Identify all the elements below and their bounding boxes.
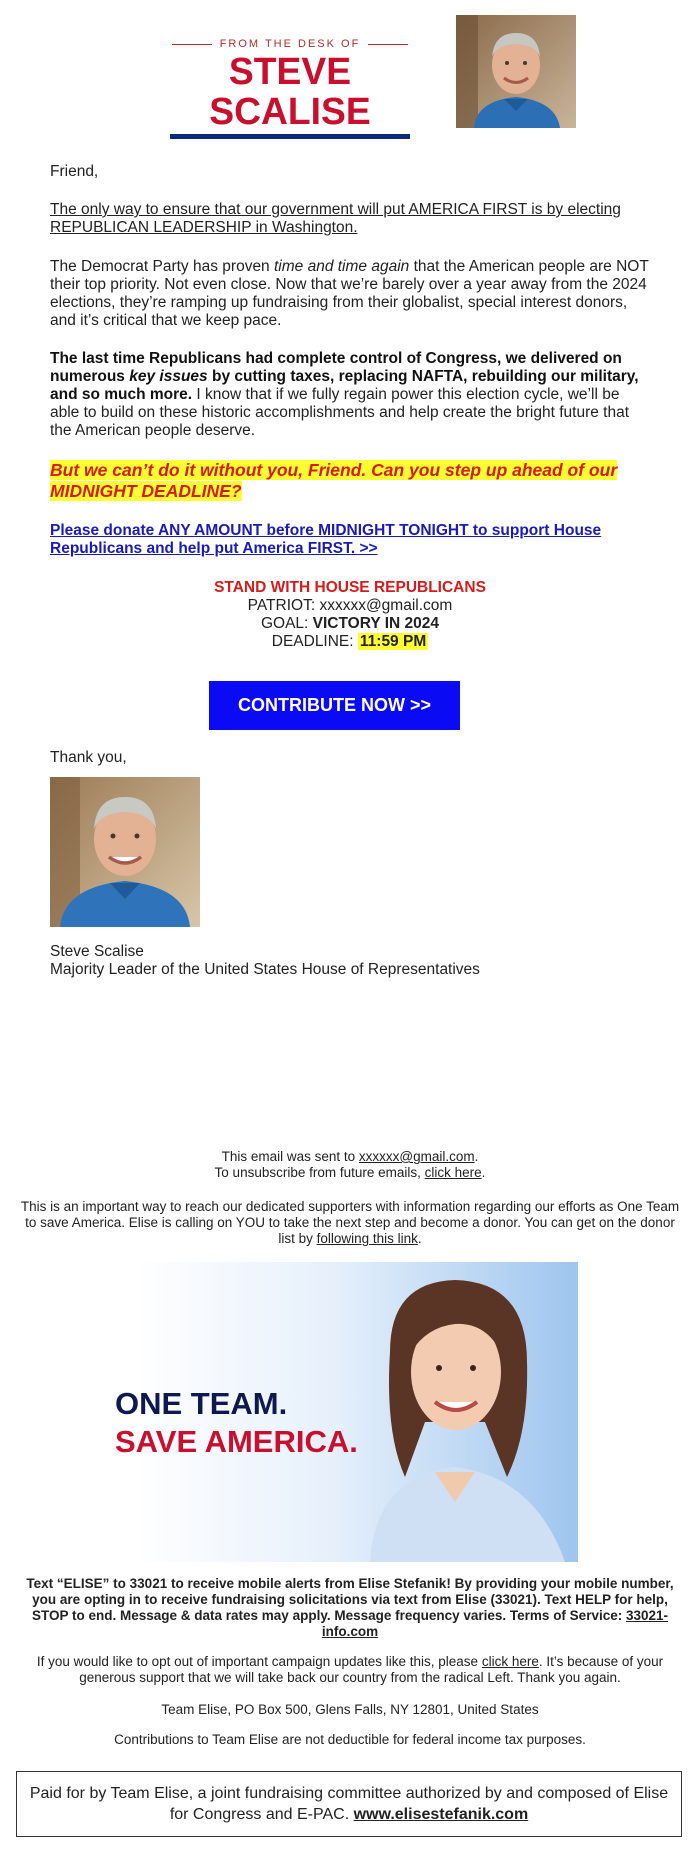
donor-list-link[interactable]: following this link (316, 1231, 418, 1246)
sent-to-line (20, 1149, 680, 1165)
p2-text-b: that the American people are NOT their top priority. Not even close. Now that we’re barely over a year away from the 2024 elections, they’re ramping up fundraising from their globalist, special interest donors, and it’s critical that we keep pace. (50, 258, 649, 329)
website-link[interactable]: www.elisestefanik.com (353, 1806, 529, 1823)
important-text-a: This is an important way to reach our dedicated supporters with information regarding our efforts as One Team to save America. Elise is calling on YOU to take the next step and become a donor. You can get on the donor list by (20, 1199, 680, 1246)
p3-bold-b: by cutting taxes, replacing NAFTA, rebuilding our military, and so much more. (50, 368, 639, 403)
logo-from-text: FROM THE DESK OF (170, 38, 410, 50)
contribute-now-button[interactable]: CONTRIBUTE NOW >> (209, 681, 460, 730)
tax-disclaimer: Contributions to Team Elise are not deductible for federal income tax purposes. (114, 1732, 586, 1747)
sms-text: Text “ELISE” to 33021 to receive mobile alerts from Elise Stefanik! By providing your mobile number, you are opting in to receive fundraising solicitations via text from Elise (33021). Text HELP for help, STOP to end. Message & data rates may apply. Message frequency varies. Terms of Service: (26, 1576, 674, 1623)
donate-any-amount-link[interactable]: Please donate ANY AMOUNT before MIDNIGHT TONIGHT to support House Republicans and help put America FIRST. >> (50, 522, 602, 557)
scalise-header-photo (456, 15, 576, 128)
democrat-paragraph (50, 258, 650, 330)
signer-name: Steve Scalise (50, 943, 144, 960)
optout-text-b: . It’s because of your generous support that we will take back our country from the radical Left. Thank you again. (79, 1654, 664, 1685)
goal-line (0, 615, 700, 633)
p3-bold-a: The last time Republicans had complete control of Congress, we delivered on numerous (50, 350, 622, 385)
patriot-line (0, 597, 700, 615)
goal-value: VICTORY IN 2024 (312, 615, 440, 632)
optout-link[interactable]: click here (481, 1654, 539, 1669)
one-team-banner-image (115, 1262, 578, 1562)
banner-line-two: SAVE AMERICA. (115, 1424, 358, 1459)
unsubscribe-text-b: . (481, 1165, 486, 1180)
sent-to-email-link[interactable]: xxxxxx@gmail.com (358, 1149, 475, 1164)
unsubscribe-text-a: To unsubscribe from future emails, (214, 1165, 425, 1180)
paid-for-box (16, 1771, 682, 1837)
logo-underline (170, 134, 410, 139)
deadline-label: DEADLINE: (271, 633, 358, 650)
deadline-appeal (50, 460, 650, 502)
stand-heading: STAND WITH HOUSE REPUBLICANS (214, 579, 486, 596)
donate-paragraph (50, 522, 650, 558)
thank-you: Thank you, (50, 749, 127, 766)
intro-paragraph: The only way to ensure that our government will put AMERICA FIRST is by electing REPUBLICAN LEADERSHIP in Washington. (50, 201, 621, 236)
optout-paragraph (20, 1654, 680, 1686)
sms-paragraph (20, 1576, 680, 1640)
logo-name-text: STEVE SCALISE (209, 51, 371, 133)
patriot-email: xxxxxx@gmail.com (319, 597, 453, 614)
scalise-logo (170, 34, 410, 133)
paid-for-text-a: Paid for by Team Elise, a joint fundraising committee authorized by and composed of Elise for Congress and E-PAC. (29, 1785, 669, 1823)
p3-bold-emphasis: key issues (129, 368, 208, 385)
patriot-label: PATRIOT: (247, 597, 320, 614)
deadline-value: 11:59 PM (359, 633, 427, 650)
important-paragraph (20, 1199, 680, 1247)
sent-to-text-b: . (474, 1149, 479, 1164)
greeting: Friend, (50, 163, 99, 180)
unsubscribe-line (20, 1165, 680, 1181)
banner-line-one: ONE TEAM. (115, 1386, 288, 1421)
optout-text-a: If you would like to opt out of important campaign updates like this, please (36, 1654, 482, 1669)
unsubscribe-link[interactable]: click here (424, 1165, 482, 1180)
mailing-address: Team Elise, PO Box 500, Glens Falls, NY 12801, United States (161, 1702, 539, 1717)
goal-label: GOAL: (260, 615, 313, 632)
sms-terms-link[interactable]: 33021-info.com (321, 1608, 669, 1639)
sent-to-text-a: This email was sent to (221, 1149, 359, 1164)
p3-rest: I know that if we fully regain power this election cycle, we’ll be able to build on these historic accomplishments and help create the bright future that the American people deserve. (50, 386, 630, 439)
important-text-b: . (417, 1231, 422, 1246)
p2-emphasis: time and time again (274, 258, 410, 275)
congress-paragraph (50, 350, 650, 440)
paid-for-text (27, 1783, 671, 1825)
deadline-appeal-text: But we can’t do it without you, Friend. Can you step up ahead of our MIDNIGHT DEADLINE? (50, 460, 618, 501)
deadline-line (0, 633, 700, 651)
signer-title: Majority Leader of the United States House of Representatives (50, 961, 480, 978)
p2-text-a: The Democrat Party has proven (50, 258, 274, 275)
scalise-signature-photo (50, 777, 200, 927)
